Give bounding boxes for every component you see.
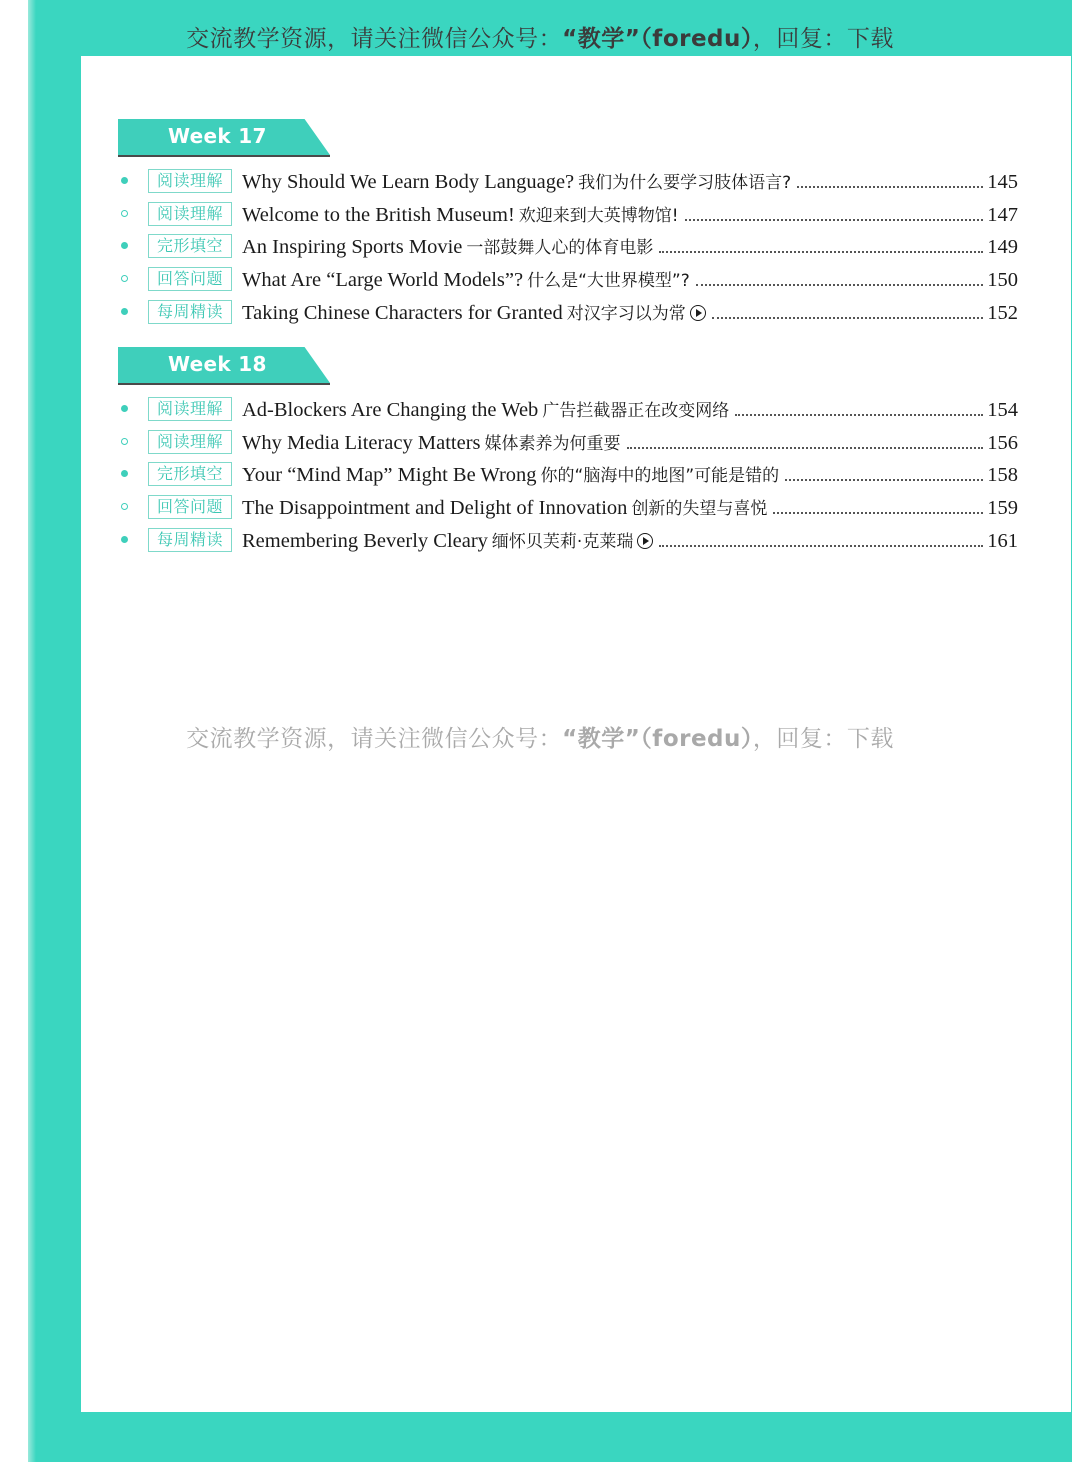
toc-entry[interactable]: [118, 524, 1018, 557]
toc-title-line: [242, 527, 1018, 553]
toc-entry[interactable]: [118, 296, 1018, 329]
toc-entry[interactable]: [118, 263, 1018, 296]
dot-leader: [685, 219, 984, 221]
page-number: 159: [987, 497, 1018, 520]
toc-title-line: [242, 168, 1018, 194]
watermark-top: [0, 20, 1080, 53]
article-title: Why Should We Learn Body Language?: [242, 171, 575, 193]
page-number: 147: [987, 203, 1018, 226]
toc-entry[interactable]: [118, 426, 1018, 459]
toc-entry[interactable]: [118, 230, 1018, 263]
week-tab: [118, 119, 330, 155]
bullet-icon: [121, 470, 128, 477]
bullet-icon: [121, 503, 128, 510]
week-section-18: [118, 347, 1018, 556]
dot-leader: [773, 512, 983, 514]
section-type-tag: 阅读理解: [148, 169, 232, 193]
bullet-icon: [121, 536, 128, 543]
article-title: Remembering Beverly Cleary: [242, 529, 488, 552]
section-type-tag: 阅读理解: [148, 397, 232, 421]
bullet-icon: [121, 438, 128, 445]
section-type-tag: 阅读理解: [148, 430, 232, 454]
section-type-tag: 回答问题: [148, 267, 232, 291]
week-tab: [118, 347, 330, 383]
article-title-chinese: 你的“脑海中的地图”可能是错的: [540, 466, 780, 487]
toc-entry[interactable]: [118, 458, 1018, 491]
bullet-icon: [121, 210, 128, 217]
page-number: 154: [987, 399, 1018, 421]
article-title: Ad-Blockers Are Changing the Web: [242, 399, 539, 421]
bullet-icon: [121, 405, 128, 412]
dot-leader: [735, 414, 983, 416]
page-number: 161: [987, 529, 1018, 552]
bullet-icon: [121, 275, 128, 282]
article-title: Your “Mind Map” Might Be Wrong: [242, 464, 537, 487]
toc-title-line: [242, 299, 1018, 325]
section-type-tag: 完形填空: [148, 234, 232, 258]
dot-leader: [785, 479, 983, 481]
section-type-tag: 每周精读: [148, 528, 232, 552]
article-title-chinese: 媒体素养为何重要: [484, 433, 621, 454]
watermark-text-end: ，回复：下载: [752, 26, 894, 52]
toc-title-line: [242, 201, 1018, 227]
dot-leader: [696, 284, 984, 286]
dot-leader: [659, 251, 983, 253]
page-number: 150: [987, 269, 1018, 292]
toc-entry[interactable]: [118, 165, 1018, 198]
article-title: Taking Chinese Characters for Granted: [242, 301, 563, 324]
toc-title-line: [242, 429, 1018, 455]
article-title-chinese: 广告拦截器正在改变网络: [542, 401, 730, 421]
page-number: 149: [987, 236, 1018, 259]
toc-list: [118, 165, 1018, 328]
article-title-chinese: 一部鼓舞人心的体育电影: [466, 238, 654, 259]
watermark-text: 交流教学资源，请关注微信公众号：: [186, 726, 563, 752]
week-divider: [118, 155, 330, 157]
section-type-tag: 每周精读: [148, 300, 232, 324]
article-title-chinese: 缅怀贝芙莉·克莱瑞: [491, 531, 634, 552]
article-title-chinese: 创新的失望与喜悦: [631, 499, 768, 520]
watermark-text-end: ，回复：下载: [752, 726, 894, 752]
page-number: 156: [987, 431, 1018, 454]
page-number: 152: [987, 301, 1018, 324]
article-title-chinese: 我们为什么要学习肢体语言?: [578, 173, 792, 193]
watermark-account: “教学”（foredu）: [562, 726, 753, 752]
watermark-middle: [0, 720, 1080, 753]
week-section-17: [118, 119, 1018, 328]
dot-leader: [712, 317, 983, 319]
dot-leader: [627, 447, 984, 449]
section-type-tag: 回答问题: [148, 495, 232, 519]
section-type-tag: 阅读理解: [148, 202, 232, 226]
play-audio-icon: [637, 533, 653, 549]
section-type-tag: 完形填空: [148, 462, 232, 486]
dot-leader: [659, 545, 983, 547]
page-number: 158: [987, 464, 1018, 487]
toc-entry[interactable]: [118, 491, 1018, 524]
article-title: The Disappointment and Delight of Innovation: [242, 497, 628, 520]
bullet-icon: [121, 308, 128, 315]
bullet-icon: [121, 242, 128, 249]
article-title-chinese: 对汉字习以为常: [566, 303, 686, 324]
week-label: Week 17: [168, 124, 267, 148]
week-label: Week 18: [168, 352, 267, 376]
bullet-icon: [121, 177, 128, 184]
play-audio-icon: [690, 305, 706, 321]
article-title-chinese: 欢迎来到大英博物馆!: [518, 205, 679, 226]
watermark-account: “教学”（foredu）: [562, 26, 753, 52]
article-title: Why Media Literacy Matters: [242, 431, 481, 454]
toc-title-line: [242, 461, 1018, 487]
watermark-text: 交流教学资源，请关注微信公众号：: [186, 26, 563, 52]
week-divider: [118, 383, 330, 385]
toc-title-line: [242, 494, 1018, 520]
toc-title-line: [242, 396, 1018, 422]
article-title: What Are “Large World Models”?: [242, 269, 524, 292]
toc-title-line: [242, 266, 1018, 292]
article-title: Welcome to the British Museum!: [242, 203, 515, 226]
dot-leader: [797, 186, 983, 188]
article-title: An Inspiring Sports Movie: [242, 236, 463, 259]
toc-title-line: [242, 233, 1018, 259]
toc-entry[interactable]: [118, 198, 1018, 231]
toc-list: [118, 393, 1018, 556]
toc-entry[interactable]: [118, 393, 1018, 426]
page-number: 145: [987, 171, 1018, 193]
article-title-chinese: 什么是“大世界模型”?: [527, 271, 690, 292]
